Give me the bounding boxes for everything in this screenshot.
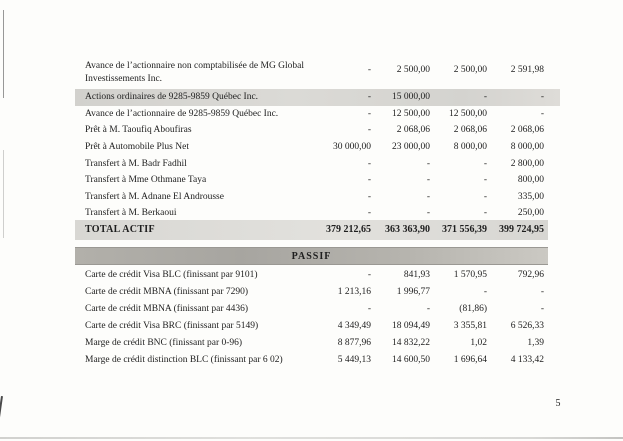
row-value: - xyxy=(426,175,430,185)
row-value: - xyxy=(540,304,544,314)
table-row xyxy=(75,267,548,284)
row-value: 4 349,49 xyxy=(337,321,371,331)
row-value: 1 213,16 xyxy=(337,287,371,297)
row-value: - xyxy=(483,92,487,102)
row-value: 23 000,00 xyxy=(392,142,430,152)
row-label: Transfert à Mme Othmane Taya xyxy=(85,175,207,185)
row-value: 12 500,00 xyxy=(392,109,430,119)
row-value: (81,86) xyxy=(459,304,487,314)
row-value: 8 000,00 xyxy=(453,142,487,152)
row-value: - xyxy=(540,92,544,102)
scan-bottom-edge xyxy=(0,437,623,439)
row-value: - xyxy=(367,109,371,119)
row-value: - xyxy=(483,175,487,185)
row-value: - xyxy=(540,287,544,297)
row-value: 2 068,06 xyxy=(453,125,487,135)
row-value: 1 996,77 xyxy=(396,287,430,297)
row-value: - xyxy=(367,65,371,75)
row-value: 335,00 xyxy=(517,192,544,202)
row-value: 8 000,00 xyxy=(510,142,544,152)
row-value: - xyxy=(540,109,544,119)
row-value: 1 570,95 xyxy=(453,270,487,280)
table-row xyxy=(75,301,548,318)
row-value: 14 600,50 xyxy=(392,355,430,365)
page-number: 5 xyxy=(555,398,561,409)
row-label: Carte de crédit MBNA (finissant par 7290) xyxy=(85,287,249,297)
row-value: - xyxy=(367,192,371,202)
row-value: - xyxy=(426,159,430,169)
row-label: Carte de crédit MBNA (finissant par 4436) xyxy=(85,304,249,314)
row-value: 12 500,00 xyxy=(449,109,487,119)
row-value: 8 877,96 xyxy=(337,338,371,348)
row-value: - xyxy=(367,208,371,218)
row-value: 2 591,98 xyxy=(510,65,544,75)
row-label: Marge de crédit BNC (finissant par 0-96) xyxy=(85,338,243,348)
row-value: - xyxy=(367,270,371,280)
row-value: 1,02 xyxy=(470,338,487,348)
row-value: 792,96 xyxy=(517,270,544,280)
row-value: 3 355,81 xyxy=(453,321,487,331)
row-label: Actions ordinaires de 9285-9859 Québec Inc. xyxy=(85,92,259,102)
row-value: - xyxy=(367,125,371,135)
row-label: Avance de l’actionnaire non comptabilisée de MG Global Investissements Inc. xyxy=(85,61,305,84)
total-value: 371 556,39 xyxy=(442,224,487,235)
row-value: - xyxy=(426,304,430,314)
row-value: 30 000,00 xyxy=(333,142,371,152)
row-value: 841,93 xyxy=(403,270,430,280)
row-label: Prêt à Automobile Plus Net xyxy=(85,142,189,152)
row-value: - xyxy=(367,92,371,102)
table-row xyxy=(75,335,548,352)
row-value: - xyxy=(426,192,430,202)
table-row xyxy=(75,284,548,301)
row-label: Transfert à M. Badr Fadhil xyxy=(85,159,187,169)
total-value: 379 212,65 xyxy=(326,224,371,235)
scan-edge-artifact xyxy=(3,10,4,98)
table-row xyxy=(75,57,548,89)
row-value: - xyxy=(483,192,487,202)
total-actif-label: TOTAL ACTIF xyxy=(85,224,155,235)
row-value: - xyxy=(367,175,371,185)
row-label: Carte de crédit Visa BLC (finissant par 9101) xyxy=(85,270,258,280)
row-value: 6 526,33 xyxy=(510,321,544,331)
table-row xyxy=(75,172,548,189)
total-value: 363 363,90 xyxy=(385,224,430,235)
row-value: 5 449,13 xyxy=(337,355,371,365)
table-row xyxy=(75,106,548,123)
row-value: 18 094,49 xyxy=(392,321,430,331)
row-value: 250,00 xyxy=(517,208,544,218)
table-row xyxy=(75,352,548,369)
row-value: 2 500,00 xyxy=(396,65,430,75)
table-row xyxy=(75,318,548,335)
table-row xyxy=(75,139,548,156)
row-value: 1,39 xyxy=(527,338,544,348)
row-label: Carte de crédit Visa BRC (finissant par 5149) xyxy=(85,321,259,331)
row-value: - xyxy=(367,304,371,314)
row-label: Prêt à M. Taoufiq Aboufiras xyxy=(85,125,192,135)
row-value: - xyxy=(483,208,487,218)
table-row xyxy=(75,122,548,139)
row-value: 2 068,06 xyxy=(510,125,544,135)
row-value: 4 133,42 xyxy=(510,355,544,365)
row-value: - xyxy=(367,159,371,169)
row-label: Marge de crédit distinction BLC (finissant par 6 02) xyxy=(85,355,283,365)
table-row xyxy=(75,156,548,173)
row-value: - xyxy=(483,159,487,169)
row-value: - xyxy=(483,287,487,297)
scan-corner-mark xyxy=(0,396,3,436)
row-value: 14 832,22 xyxy=(392,338,430,348)
row-value: 1 696,64 xyxy=(453,355,487,365)
table-row xyxy=(75,89,560,106)
passif-section-header: PASSIF xyxy=(75,247,548,265)
row-value: - xyxy=(426,208,430,218)
row-value: 2 500,00 xyxy=(453,65,487,75)
row-label: Transfert à M. Berkaoui xyxy=(85,208,177,218)
row-value: 2 068,06 xyxy=(396,125,430,135)
row-value: 2 800,00 xyxy=(510,159,544,169)
total-value: 399 724,95 xyxy=(499,224,544,235)
scan-edge-artifact xyxy=(3,150,4,238)
row-value: 15 000,00 xyxy=(392,92,430,102)
row-label: Transfert à M. Adnane El Androusse xyxy=(85,192,224,202)
table-row xyxy=(75,189,548,206)
row-value: 800,00 xyxy=(517,175,544,185)
row-label: Avance de l’actionnaire de 9285-9859 Québec Inc. xyxy=(85,109,279,119)
total-actif-row xyxy=(75,220,548,240)
